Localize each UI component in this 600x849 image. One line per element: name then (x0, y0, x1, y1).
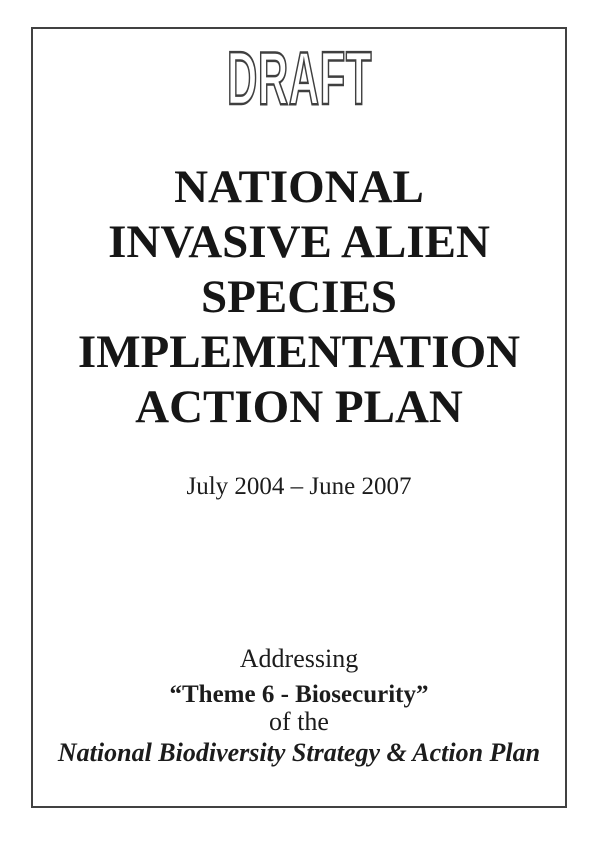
title-line-2: INVASIVE ALIEN (108, 216, 490, 268)
subtitle-block (31, 644, 567, 768)
title-line-4: IMPLEMENTATION (77, 326, 521, 378)
theme-label: “Theme 6 - Biosecurity” (169, 681, 429, 708)
draft-label: DRAFT (227, 36, 373, 120)
title-line-3: SPECIES (201, 271, 397, 323)
document-title (31, 160, 567, 435)
addressing-label: Addressing (239, 644, 359, 673)
of-the-label: of the (269, 707, 329, 736)
title-line-1: NATIONAL (174, 161, 424, 213)
date-range: July 2004 – June 2007 (186, 473, 412, 500)
title-line-5: ACTION PLAN (135, 381, 463, 433)
plan-name-label: National Biodiversity Strategy & Action Plan (57, 738, 541, 767)
draft-watermark (0, 36, 600, 120)
